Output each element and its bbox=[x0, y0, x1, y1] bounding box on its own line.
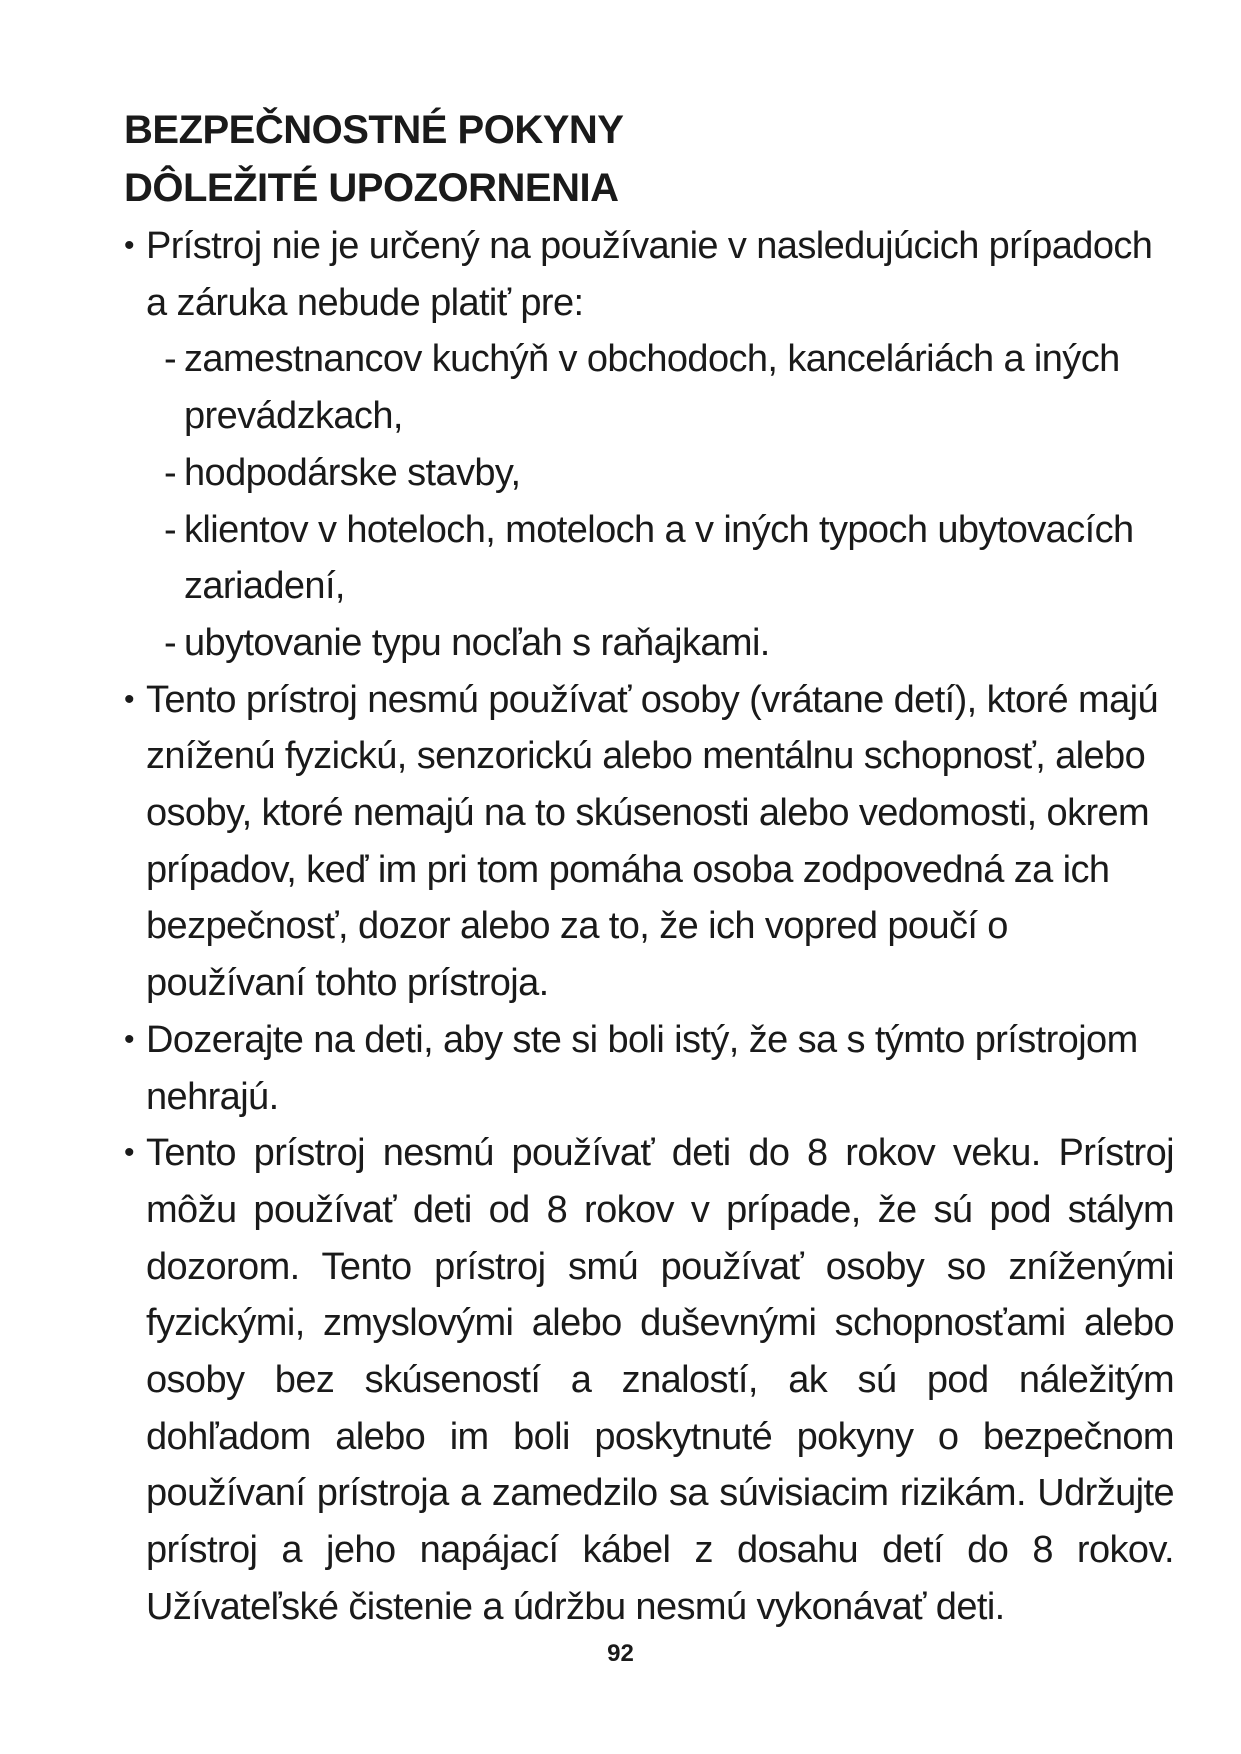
dash-marker: - bbox=[164, 621, 177, 664]
list-item-text: hodpodárske stavby, bbox=[184, 451, 521, 494]
bullet-text: Tento prístroj nesmú používať osoby (vrátane detí), ktoré majú zníženú fyzickú, senzorickú alebo mentálnu schopnosť, alebo osoby, ktoré nemajú na to skúsenosti alebo vedomosti, okrem prípadov, keď im pri tom pomáha osoba zodpovedná za ich bezpečnosť, dozor alebo za to, že ich vopred poučí o používaní tohto prístroja. bbox=[146, 678, 1158, 1005]
bullet-dot-icon: • bbox=[124, 229, 134, 262]
bullet-dot-icon: • bbox=[124, 1136, 134, 1170]
bullet-item bbox=[124, 1125, 1174, 1635]
bullet-item bbox=[124, 218, 1174, 672]
heading-safety-instructions: BEZPEČNOSTNÉ POKYNY bbox=[124, 108, 624, 152]
exclusion-list bbox=[142, 331, 1174, 671]
safety-content bbox=[124, 218, 1174, 1636]
list-item bbox=[142, 502, 1174, 615]
list-item-text: klientov v hoteloch, moteloch a v iných typoch ubytovacích zariadení, bbox=[184, 508, 1134, 608]
list-item-text: zamestnancov kuchýň v obchodoch, kanceláriách a iných prevádzkach, bbox=[184, 338, 1120, 438]
bullet-item bbox=[124, 672, 1174, 1012]
list-item bbox=[142, 331, 1174, 444]
bullet-item bbox=[124, 1012, 1174, 1125]
bullet-text: Tento prístroj nesmú používať deti do 8 rokov veku. Prístroj môžu používať deti od 8 rokov v prípade, že sú pod stálym dozorom. Tento prístroj smú používať osoby so zníženými fyzickými, zmyslovými alebo duševnými schopnosťami alebo osoby bez skúseností a znalostí, ak sú pod náležitým dohľadom alebo im boli poskytnuté pokyny o bezpečnom používaní prístroja a zamedzilo sa súvisiacim rizikám. Udržujte prístroj a jeho napájací kábel z dosahu detí do 8 rokov. Užívateľské čistenie a údržbu nesmú vykonávať deti. bbox=[146, 1132, 1174, 1628]
list-item bbox=[142, 615, 1174, 672]
list-item bbox=[142, 445, 1174, 502]
list-item-text: ubytovanie typu nocľah s raňajkami. bbox=[184, 621, 770, 664]
dash-marker: - bbox=[164, 508, 177, 551]
bullet-dot-icon: • bbox=[124, 682, 134, 716]
dash-marker: - bbox=[164, 338, 177, 381]
dash-marker: - bbox=[164, 451, 177, 494]
bullet-text: Prístroj nie je určený na používanie v nasledujúcich prípadoch a záruka nebude platiť pre: bbox=[146, 225, 1153, 324]
bullet-dot-icon: • bbox=[124, 1022, 134, 1056]
bullet-text: Dozerajte na deti, aby ste si boli istý, že sa s týmto prístrojom nehrajú. bbox=[146, 1018, 1138, 1118]
page-number: 92 bbox=[607, 1640, 634, 1667]
heading-important-warnings: DÔLEŽITÉ UPOZORNENIA bbox=[124, 166, 619, 210]
